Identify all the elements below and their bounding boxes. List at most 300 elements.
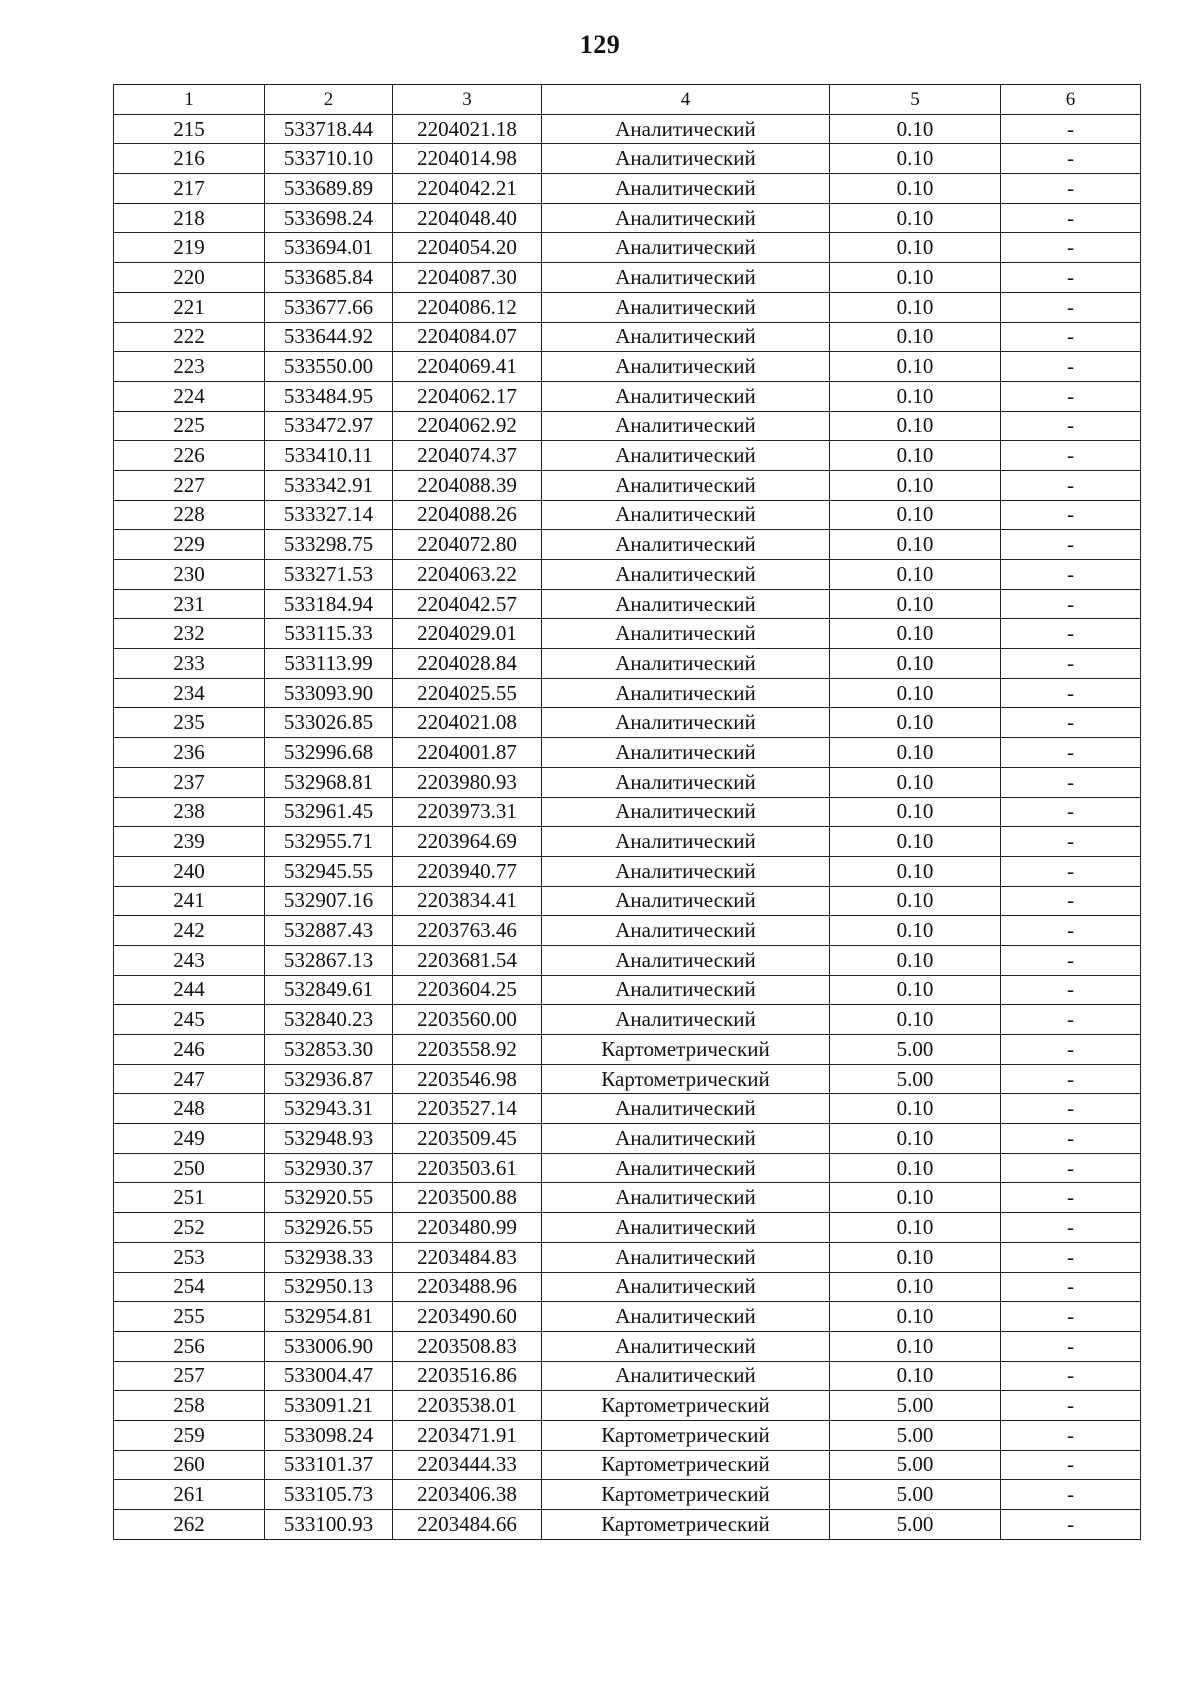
method-cell: Аналитический xyxy=(542,233,830,263)
y-coordinate-cell: 2204014.98 xyxy=(393,144,542,174)
note-cell: - xyxy=(1001,1094,1141,1124)
note-cell: - xyxy=(1001,530,1141,560)
point-number-cell: 260 xyxy=(114,1450,265,1480)
accuracy-cell: 0.10 xyxy=(830,649,1001,679)
method-cell: Аналитический xyxy=(542,886,830,916)
method-cell: Аналитический xyxy=(542,945,830,975)
y-coordinate-cell: 2204063.22 xyxy=(393,560,542,590)
coordinates-table xyxy=(113,84,1141,1540)
point-number-cell: 217 xyxy=(114,174,265,204)
method-cell: Аналитический xyxy=(542,1331,830,1361)
table-row xyxy=(114,470,1141,500)
note-cell: - xyxy=(1001,767,1141,797)
table-row xyxy=(114,767,1141,797)
y-coordinate-cell: 2203508.83 xyxy=(393,1331,542,1361)
x-coordinate-cell: 532996.68 xyxy=(265,738,393,768)
point-number-cell: 261 xyxy=(114,1480,265,1510)
y-coordinate-cell: 2203940.77 xyxy=(393,856,542,886)
note-cell: - xyxy=(1001,619,1141,649)
accuracy-cell: 5.00 xyxy=(830,1480,1001,1510)
point-number-cell: 239 xyxy=(114,827,265,857)
accuracy-cell: 5.00 xyxy=(830,1035,1001,1065)
y-coordinate-cell: 2203471.91 xyxy=(393,1420,542,1450)
note-cell: - xyxy=(1001,1420,1141,1450)
x-coordinate-cell: 532938.33 xyxy=(265,1242,393,1272)
x-coordinate-cell: 532840.23 xyxy=(265,1005,393,1035)
table-row xyxy=(114,649,1141,679)
method-cell: Аналитический xyxy=(542,174,830,204)
x-coordinate-cell: 533100.93 xyxy=(265,1510,393,1540)
point-number-cell: 226 xyxy=(114,441,265,471)
x-coordinate-cell: 533006.90 xyxy=(265,1331,393,1361)
x-coordinate-cell: 533689.89 xyxy=(265,174,393,204)
point-number-cell: 259 xyxy=(114,1420,265,1450)
x-coordinate-cell: 533115.33 xyxy=(265,619,393,649)
table-row xyxy=(114,1480,1141,1510)
method-cell: Картометрический xyxy=(542,1035,830,1065)
method-cell: Аналитический xyxy=(542,767,830,797)
note-cell: - xyxy=(1001,292,1141,322)
point-number-cell: 236 xyxy=(114,738,265,768)
accuracy-cell: 0.10 xyxy=(830,886,1001,916)
note-cell: - xyxy=(1001,1391,1141,1421)
y-coordinate-cell: 2204087.30 xyxy=(393,263,542,293)
y-coordinate-cell: 2204054.20 xyxy=(393,233,542,263)
x-coordinate-cell: 533098.24 xyxy=(265,1420,393,1450)
table-row xyxy=(114,233,1141,263)
point-number-cell: 250 xyxy=(114,1153,265,1183)
table-row xyxy=(114,1391,1141,1421)
y-coordinate-cell: 2204062.17 xyxy=(393,381,542,411)
point-number-cell: 224 xyxy=(114,381,265,411)
x-coordinate-cell: 533550.00 xyxy=(265,352,393,382)
accuracy-cell: 0.10 xyxy=(830,381,1001,411)
column-header: 3 xyxy=(393,85,542,115)
y-coordinate-cell: 2203964.69 xyxy=(393,827,542,857)
x-coordinate-cell: 532954.81 xyxy=(265,1302,393,1332)
accuracy-cell: 0.10 xyxy=(830,1242,1001,1272)
x-coordinate-cell: 533026.85 xyxy=(265,708,393,738)
point-number-cell: 230 xyxy=(114,560,265,590)
y-coordinate-cell: 2203604.25 xyxy=(393,975,542,1005)
point-number-cell: 247 xyxy=(114,1064,265,1094)
note-cell: - xyxy=(1001,322,1141,352)
note-cell: - xyxy=(1001,1272,1141,1302)
accuracy-cell: 0.10 xyxy=(830,856,1001,886)
y-coordinate-cell: 2203560.00 xyxy=(393,1005,542,1035)
x-coordinate-cell: 532930.37 xyxy=(265,1153,393,1183)
note-cell: - xyxy=(1001,1361,1141,1391)
table-row xyxy=(114,1420,1141,1450)
point-number-cell: 251 xyxy=(114,1183,265,1213)
table-row xyxy=(114,1450,1141,1480)
note-cell: - xyxy=(1001,1183,1141,1213)
method-cell: Аналитический xyxy=(542,500,830,530)
x-coordinate-cell: 532936.87 xyxy=(265,1064,393,1094)
method-cell: Аналитический xyxy=(542,649,830,679)
table-row xyxy=(114,619,1141,649)
accuracy-cell: 0.10 xyxy=(830,203,1001,233)
method-cell: Аналитический xyxy=(542,827,830,857)
method-cell: Аналитический xyxy=(542,797,830,827)
note-cell: - xyxy=(1001,1242,1141,1272)
y-coordinate-cell: 2204021.08 xyxy=(393,708,542,738)
y-coordinate-cell: 2203500.88 xyxy=(393,1183,542,1213)
x-coordinate-cell: 532926.55 xyxy=(265,1213,393,1243)
note-cell: - xyxy=(1001,1124,1141,1154)
y-coordinate-cell: 2204042.57 xyxy=(393,589,542,619)
table-row xyxy=(114,1510,1141,1540)
note-cell: - xyxy=(1001,797,1141,827)
table-row xyxy=(114,411,1141,441)
y-coordinate-cell: 2203444.33 xyxy=(393,1450,542,1480)
point-number-cell: 255 xyxy=(114,1302,265,1332)
method-cell: Картометрический xyxy=(542,1420,830,1450)
table-row xyxy=(114,797,1141,827)
table-row xyxy=(114,856,1141,886)
point-number-cell: 219 xyxy=(114,233,265,263)
accuracy-cell: 0.10 xyxy=(830,1331,1001,1361)
table-row xyxy=(114,975,1141,1005)
method-cell: Аналитический xyxy=(542,1005,830,1035)
accuracy-cell: 0.10 xyxy=(830,560,1001,590)
accuracy-cell: 0.10 xyxy=(830,1124,1001,1154)
point-number-cell: 258 xyxy=(114,1391,265,1421)
note-cell: - xyxy=(1001,560,1141,590)
x-coordinate-cell: 532961.45 xyxy=(265,797,393,827)
point-number-cell: 240 xyxy=(114,856,265,886)
table-row xyxy=(114,1064,1141,1094)
method-cell: Аналитический xyxy=(542,1094,830,1124)
note-cell: - xyxy=(1001,916,1141,946)
accuracy-cell: 5.00 xyxy=(830,1064,1001,1094)
method-cell: Аналитический xyxy=(542,292,830,322)
table-row xyxy=(114,589,1141,619)
accuracy-cell: 0.10 xyxy=(830,975,1001,1005)
x-coordinate-cell: 532950.13 xyxy=(265,1272,393,1302)
y-coordinate-cell: 2203488.96 xyxy=(393,1272,542,1302)
accuracy-cell: 5.00 xyxy=(830,1510,1001,1540)
point-number-cell: 262 xyxy=(114,1510,265,1540)
y-coordinate-cell: 2203406.38 xyxy=(393,1480,542,1510)
method-cell: Аналитический xyxy=(542,1361,830,1391)
y-coordinate-cell: 2203480.99 xyxy=(393,1213,542,1243)
point-number-cell: 252 xyxy=(114,1213,265,1243)
accuracy-cell: 0.10 xyxy=(830,441,1001,471)
point-number-cell: 249 xyxy=(114,1124,265,1154)
accuracy-cell: 0.10 xyxy=(830,1213,1001,1243)
table-header-row xyxy=(114,85,1141,115)
accuracy-cell: 0.10 xyxy=(830,916,1001,946)
y-coordinate-cell: 2204062.92 xyxy=(393,411,542,441)
method-cell: Аналитический xyxy=(542,441,830,471)
note-cell: - xyxy=(1001,203,1141,233)
x-coordinate-cell: 532887.43 xyxy=(265,916,393,946)
y-coordinate-cell: 2204021.18 xyxy=(393,114,542,144)
point-number-cell: 231 xyxy=(114,589,265,619)
table-row xyxy=(114,114,1141,144)
table-row xyxy=(114,500,1141,530)
accuracy-cell: 5.00 xyxy=(830,1391,1001,1421)
x-coordinate-cell: 533101.37 xyxy=(265,1450,393,1480)
note-cell: - xyxy=(1001,708,1141,738)
table-row xyxy=(114,1361,1141,1391)
table-row xyxy=(114,263,1141,293)
point-number-cell: 234 xyxy=(114,678,265,708)
method-cell: Аналитический xyxy=(542,203,830,233)
table-row xyxy=(114,322,1141,352)
y-coordinate-cell: 2203681.54 xyxy=(393,945,542,975)
note-cell: - xyxy=(1001,1331,1141,1361)
method-cell: Аналитический xyxy=(542,619,830,649)
x-coordinate-cell: 533694.01 xyxy=(265,233,393,263)
point-number-cell: 246 xyxy=(114,1035,265,1065)
table-row xyxy=(114,352,1141,382)
table-row xyxy=(114,1094,1141,1124)
accuracy-cell: 0.10 xyxy=(830,797,1001,827)
accuracy-cell: 0.10 xyxy=(830,1094,1001,1124)
x-coordinate-cell: 532867.13 xyxy=(265,945,393,975)
y-coordinate-cell: 2203980.93 xyxy=(393,767,542,797)
note-cell: - xyxy=(1001,500,1141,530)
method-cell: Аналитический xyxy=(542,1183,830,1213)
table-body xyxy=(114,114,1141,1539)
column-header: 4 xyxy=(542,85,830,115)
table-row xyxy=(114,678,1141,708)
note-cell: - xyxy=(1001,1005,1141,1035)
method-cell: Аналитический xyxy=(542,322,830,352)
note-cell: - xyxy=(1001,1510,1141,1540)
x-coordinate-cell: 532943.31 xyxy=(265,1094,393,1124)
y-coordinate-cell: 2203527.14 xyxy=(393,1094,542,1124)
x-coordinate-cell: 533113.99 xyxy=(265,649,393,679)
point-number-cell: 220 xyxy=(114,263,265,293)
column-header: 2 xyxy=(265,85,393,115)
table-row xyxy=(114,530,1141,560)
note-cell: - xyxy=(1001,352,1141,382)
x-coordinate-cell: 532853.30 xyxy=(265,1035,393,1065)
accuracy-cell: 0.10 xyxy=(830,767,1001,797)
y-coordinate-cell: 2204072.80 xyxy=(393,530,542,560)
x-coordinate-cell: 533327.14 xyxy=(265,500,393,530)
accuracy-cell: 0.10 xyxy=(830,1302,1001,1332)
table-row xyxy=(114,827,1141,857)
y-coordinate-cell: 2204086.12 xyxy=(393,292,542,322)
y-coordinate-cell: 2204029.01 xyxy=(393,619,542,649)
x-coordinate-cell: 532968.81 xyxy=(265,767,393,797)
accuracy-cell: 5.00 xyxy=(830,1420,1001,1450)
y-coordinate-cell: 2204001.87 xyxy=(393,738,542,768)
accuracy-cell: 0.10 xyxy=(830,945,1001,975)
method-cell: Картометрический xyxy=(542,1480,830,1510)
note-cell: - xyxy=(1001,233,1141,263)
method-cell: Аналитический xyxy=(542,1213,830,1243)
accuracy-cell: 0.10 xyxy=(830,1361,1001,1391)
y-coordinate-cell: 2203834.41 xyxy=(393,886,542,916)
y-coordinate-cell: 2203484.83 xyxy=(393,1242,542,1272)
x-coordinate-cell: 533718.44 xyxy=(265,114,393,144)
table-row xyxy=(114,1302,1141,1332)
method-cell: Аналитический xyxy=(542,678,830,708)
accuracy-cell: 0.10 xyxy=(830,144,1001,174)
x-coordinate-cell: 533093.90 xyxy=(265,678,393,708)
x-coordinate-cell: 533004.47 xyxy=(265,1361,393,1391)
note-cell: - xyxy=(1001,381,1141,411)
accuracy-cell: 0.10 xyxy=(830,827,1001,857)
y-coordinate-cell: 2203484.66 xyxy=(393,1510,542,1540)
note-cell: - xyxy=(1001,589,1141,619)
x-coordinate-cell: 532849.61 xyxy=(265,975,393,1005)
accuracy-cell: 0.10 xyxy=(830,411,1001,441)
accuracy-cell: 0.10 xyxy=(830,1272,1001,1302)
table-row xyxy=(114,1272,1141,1302)
x-coordinate-cell: 533105.73 xyxy=(265,1480,393,1510)
x-coordinate-cell: 532920.55 xyxy=(265,1183,393,1213)
table-row xyxy=(114,1153,1141,1183)
note-cell: - xyxy=(1001,1302,1141,1332)
accuracy-cell: 0.10 xyxy=(830,738,1001,768)
point-number-cell: 237 xyxy=(114,767,265,797)
point-number-cell: 245 xyxy=(114,1005,265,1035)
table-row xyxy=(114,292,1141,322)
point-number-cell: 256 xyxy=(114,1331,265,1361)
table-row xyxy=(114,708,1141,738)
note-cell: - xyxy=(1001,856,1141,886)
point-number-cell: 221 xyxy=(114,292,265,322)
x-coordinate-cell: 533484.95 xyxy=(265,381,393,411)
method-cell: Картометрический xyxy=(542,1450,830,1480)
method-cell: Аналитический xyxy=(542,411,830,441)
point-number-cell: 253 xyxy=(114,1242,265,1272)
note-cell: - xyxy=(1001,1064,1141,1094)
table-row xyxy=(114,1242,1141,1272)
table-row xyxy=(114,916,1141,946)
accuracy-cell: 0.10 xyxy=(830,292,1001,322)
note-cell: - xyxy=(1001,886,1141,916)
note-cell: - xyxy=(1001,678,1141,708)
accuracy-cell: 0.10 xyxy=(830,352,1001,382)
point-number-cell: 233 xyxy=(114,649,265,679)
point-number-cell: 225 xyxy=(114,411,265,441)
point-number-cell: 241 xyxy=(114,886,265,916)
y-coordinate-cell: 2204028.84 xyxy=(393,649,542,679)
accuracy-cell: 0.10 xyxy=(830,470,1001,500)
method-cell: Аналитический xyxy=(542,263,830,293)
accuracy-cell: 0.10 xyxy=(830,619,1001,649)
note-cell: - xyxy=(1001,1480,1141,1510)
method-cell: Аналитический xyxy=(542,381,830,411)
table-row xyxy=(114,886,1141,916)
x-coordinate-cell: 533644.92 xyxy=(265,322,393,352)
x-coordinate-cell: 532907.16 xyxy=(265,886,393,916)
accuracy-cell: 0.10 xyxy=(830,530,1001,560)
method-cell: Аналитический xyxy=(542,856,830,886)
y-coordinate-cell: 2204048.40 xyxy=(393,203,542,233)
y-coordinate-cell: 2204084.07 xyxy=(393,322,542,352)
note-cell: - xyxy=(1001,827,1141,857)
table-row xyxy=(114,1005,1141,1035)
note-cell: - xyxy=(1001,441,1141,471)
note-cell: - xyxy=(1001,174,1141,204)
x-coordinate-cell: 533298.75 xyxy=(265,530,393,560)
table-row xyxy=(114,1035,1141,1065)
method-cell: Аналитический xyxy=(542,1272,830,1302)
y-coordinate-cell: 2203763.46 xyxy=(393,916,542,946)
accuracy-cell: 0.10 xyxy=(830,1183,1001,1213)
method-cell: Аналитический xyxy=(542,1242,830,1272)
method-cell: Аналитический xyxy=(542,530,830,560)
method-cell: Аналитический xyxy=(542,589,830,619)
y-coordinate-cell: 2204074.37 xyxy=(393,441,542,471)
point-number-cell: 222 xyxy=(114,322,265,352)
accuracy-cell: 0.10 xyxy=(830,233,1001,263)
x-coordinate-cell: 533342.91 xyxy=(265,470,393,500)
point-number-cell: 257 xyxy=(114,1361,265,1391)
method-cell: Аналитический xyxy=(542,1124,830,1154)
point-number-cell: 228 xyxy=(114,500,265,530)
note-cell: - xyxy=(1001,945,1141,975)
point-number-cell: 244 xyxy=(114,975,265,1005)
y-coordinate-cell: 2204042.21 xyxy=(393,174,542,204)
accuracy-cell: 0.10 xyxy=(830,1153,1001,1183)
table-row xyxy=(114,1213,1141,1243)
y-coordinate-cell: 2204025.55 xyxy=(393,678,542,708)
method-cell: Аналитический xyxy=(542,975,830,1005)
note-cell: - xyxy=(1001,263,1141,293)
method-cell: Аналитический xyxy=(542,144,830,174)
note-cell: - xyxy=(1001,975,1141,1005)
method-cell: Картометрический xyxy=(542,1510,830,1540)
point-number-cell: 223 xyxy=(114,352,265,382)
method-cell: Аналитический xyxy=(542,1302,830,1332)
accuracy-cell: 0.10 xyxy=(830,263,1001,293)
table-row xyxy=(114,1124,1141,1154)
accuracy-cell: 5.00 xyxy=(830,1450,1001,1480)
point-number-cell: 216 xyxy=(114,144,265,174)
y-coordinate-cell: 2203509.45 xyxy=(393,1124,542,1154)
note-cell: - xyxy=(1001,144,1141,174)
point-number-cell: 232 xyxy=(114,619,265,649)
table-row xyxy=(114,945,1141,975)
x-coordinate-cell: 533685.84 xyxy=(265,263,393,293)
x-coordinate-cell: 533710.10 xyxy=(265,144,393,174)
note-cell: - xyxy=(1001,1450,1141,1480)
accuracy-cell: 0.10 xyxy=(830,678,1001,708)
x-coordinate-cell: 532955.71 xyxy=(265,827,393,857)
point-number-cell: 235 xyxy=(114,708,265,738)
x-coordinate-cell: 533410.11 xyxy=(265,441,393,471)
accuracy-cell: 0.10 xyxy=(830,1005,1001,1035)
table-row xyxy=(114,441,1141,471)
method-cell: Аналитический xyxy=(542,560,830,590)
table-row xyxy=(114,381,1141,411)
point-number-cell: 248 xyxy=(114,1094,265,1124)
column-header: 6 xyxy=(1001,85,1141,115)
y-coordinate-cell: 2203973.31 xyxy=(393,797,542,827)
x-coordinate-cell: 533271.53 xyxy=(265,560,393,590)
point-number-cell: 229 xyxy=(114,530,265,560)
note-cell: - xyxy=(1001,1213,1141,1243)
table-row xyxy=(114,174,1141,204)
accuracy-cell: 0.10 xyxy=(830,322,1001,352)
x-coordinate-cell: 532948.93 xyxy=(265,1124,393,1154)
method-cell: Картометрический xyxy=(542,1064,830,1094)
x-coordinate-cell: 533677.66 xyxy=(265,292,393,322)
note-cell: - xyxy=(1001,1153,1141,1183)
point-number-cell: 243 xyxy=(114,945,265,975)
accuracy-cell: 0.10 xyxy=(830,500,1001,530)
y-coordinate-cell: 2203490.60 xyxy=(393,1302,542,1332)
